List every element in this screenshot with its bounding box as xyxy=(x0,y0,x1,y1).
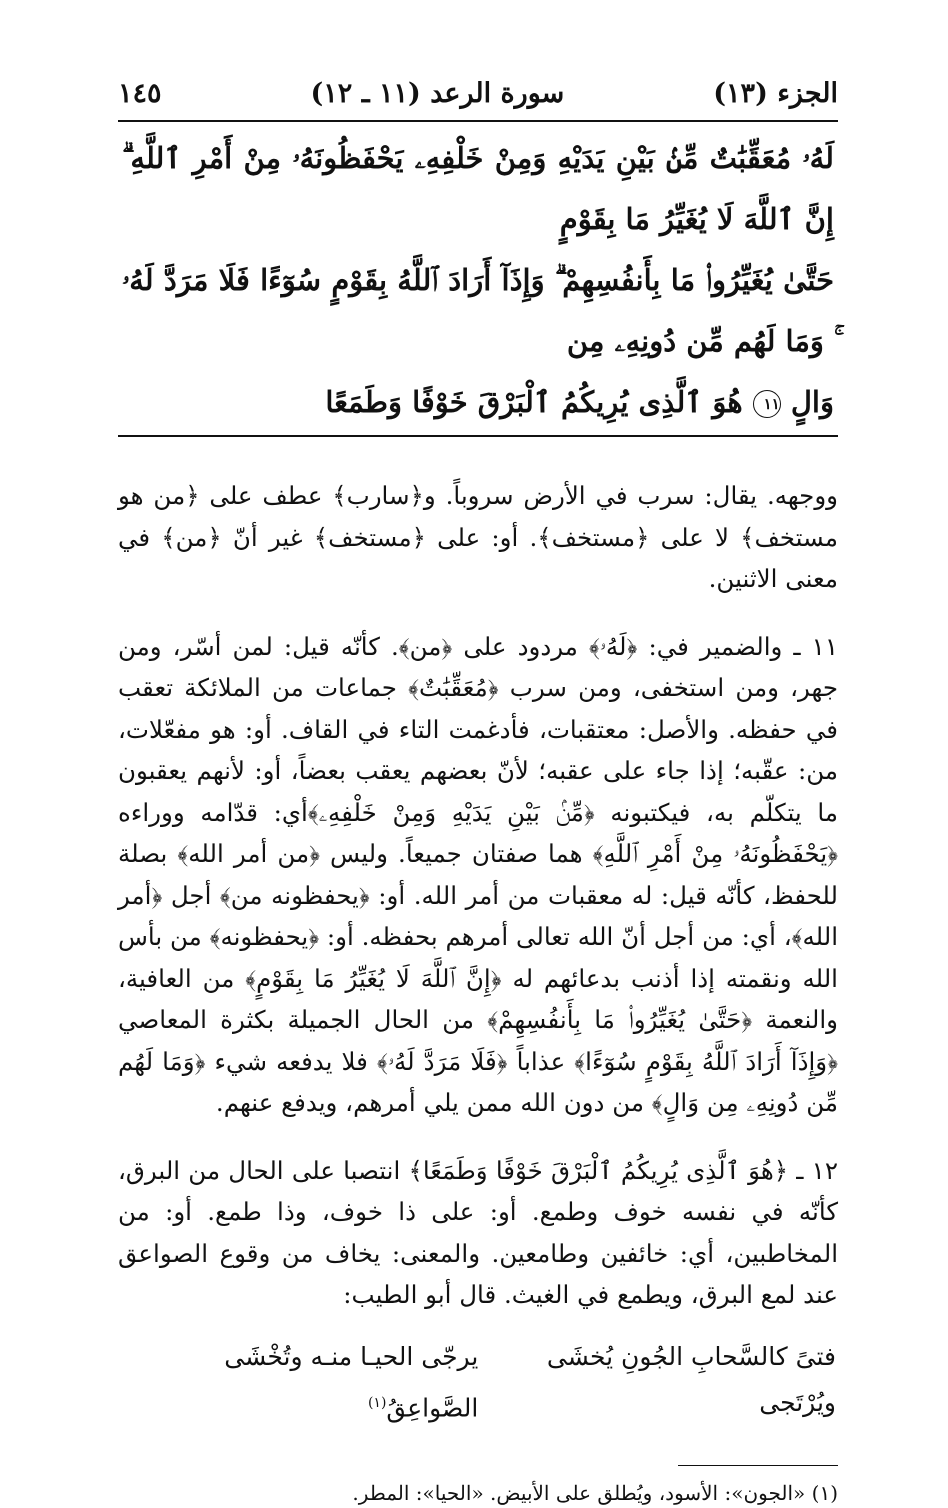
page-header xyxy=(118,72,838,116)
poem-verse xyxy=(118,1334,838,1431)
commentary xyxy=(118,475,838,1316)
footnote-rule xyxy=(678,1465,838,1466)
paragraph-continuation: ووجهه. يقال: سرب في الأرض سروباً. و﴿سارب﴾ عطف على ﴿من هو مستخف﴾ لا على ﴿مستخف﴾. أو: على ﴿مستخف﴾ غير أنّ ﴿من﴾ في معنى الاثنين. xyxy=(118,481,838,593)
verses-bottom-rule xyxy=(118,435,838,437)
quran-line-3 xyxy=(122,372,834,433)
book-page xyxy=(118,72,838,1508)
quran-verses xyxy=(118,128,838,433)
footnote-ref: (١) xyxy=(367,1394,387,1411)
poem-hemistich-first xyxy=(478,1334,836,1431)
paragraph-verse-12: ١٢ ـ ﴿هُوَ ٱلَّذِى يُرِيكُمُ ٱلْبَرْقَ خَوْفًا وَطَمَعًا﴾ انتصبا على الحال من البرق، كأنّه في نفسه خوف وطمع. أو: على ذا خوف، وذا طمع. أو: من المخاطبين، أي: خائفين وطامعين. والمعنى: يخاف من وقوع الصواعق عند لمع البرق، ويطمع في الغيث. قال أبو الطيب: xyxy=(118,1155,838,1309)
surah-label: سورة الرعد (١١ ـ ١٢) xyxy=(310,78,565,109)
quran-line-3-end: هُوَ ٱلَّذِى يُرِيكُمُ ٱلْبَرْقَ خَوْفًا وَطَمَعًا xyxy=(325,385,743,419)
paragraph-verse-11: ١١ ـ والضمير في: ﴿لَهُۥ﴾ مردود على ﴿من﴾. كأنّه قيل: لمن أسّر، ومن جهر، ومن استخفى، ومن سرب ﴿مُعَقِّبَٰتٌ﴾ جماعات من الملائكة تعقب في حفظه. والأصل: معتقبات، فأدغمت التاء في القاف. أو: هو مفعّلات، من: عقّبه؛ إذا جاء على عقبه؛ لأنّ بعضهم يعقب بعضاً، أو: لأنهم يعقبون ما يتكلّم به، فيكتبونه ﴿مِّنۢ بَيْنِ يَدَيْهِ وَمِنْ خَلْفِهِۦ﴾أي: قدّامه ووراءه ﴿يَحْفَظُونَهُۥ مِنْ أَمْرِ ٱللَّهِ﴾ هما صفتان جميعاً. وليس ﴿من أمر الله﴾ بصلة للحفظ، كأنّه قيل: له معقبات من أمر الله. أو: ﴿يحفظونه من﴾ أجل ﴿أمر الله﴾، أي: من أجل أنّ الله تعالى أمرهم بحفظه. أو: ﴿يحفظونه﴾ من بأس الله ونقمته إذا أذنب بدعائهم له ﴿إِنَّ ٱللَّهَ لَا يُغَيِّرُ مَا بِقَوْمٍ﴾ من العافية، والنعمة ﴿حَتَّىٰ يُغَيِّرُوا۟ مَا بِأَنفُسِهِمْ﴾ من الحال الجميلة بكثرة المعاصي ﴿وَإِذَآ أَرَادَ ٱللَّهُ بِقَوْمٍ سُوٓءًا﴾ عذاباً ﴿فَلَا مَرَدَّ لَهُۥ﴾ فلا يدفعه شيء ﴿وَمَا لَهُم مِّن دُونِهِۦ مِن وَالٍ﴾ من دون الله ممن يلي أمرهم، ويدفع عنهم. xyxy=(118,631,838,1117)
header-rule xyxy=(118,120,838,122)
page-number: ١٤٥ xyxy=(118,78,162,109)
footnote: (١) «الجون»: الأسود، ويُطلق على الأبيض. «الحيا»: المطر. xyxy=(352,1480,838,1505)
poem-second-text: يرجّى الحيـا منـه وتُخْشَى الصَّواعِقُ xyxy=(224,1341,479,1422)
poem-first-text: فتىً كالسَّحابِ الجُونِ يُخشَى ويُرْتَجى xyxy=(546,1341,836,1417)
quran-line-3-start: وَالٍ xyxy=(790,385,834,419)
quran-line-1: لَهُۥ مُعَقِّبَٰتٌ مِّنۢ بَيْنِ يَدَيْهِ وَمِنْ خَلْفِهِۦ يَحْفَظُونَهُۥ مِنْ أَمْرِ ٱللَّهِ ۗ إِنَّ ٱللَّهَ لَا يُغَيِّرُ مَا بِقَوْمٍ xyxy=(122,141,834,236)
ayah-number-marker: ١١ xyxy=(753,390,781,418)
quran-line-2: حَتَّىٰ يُغَيِّرُوا۟ مَا بِأَنفُسِهِمْ ۗ وَإِذَآ أَرَادَ ٱللَّهُ بِقَوْمٍ سُوٓءًا فَلَا مَرَدَّ لَهُۥ ۚ وَمَا لَهُم مِّن دُونِهِۦ مِن xyxy=(122,263,834,358)
juz-label: الجزء (١٣) xyxy=(713,78,838,109)
poem-hemistich-second xyxy=(122,1334,478,1431)
